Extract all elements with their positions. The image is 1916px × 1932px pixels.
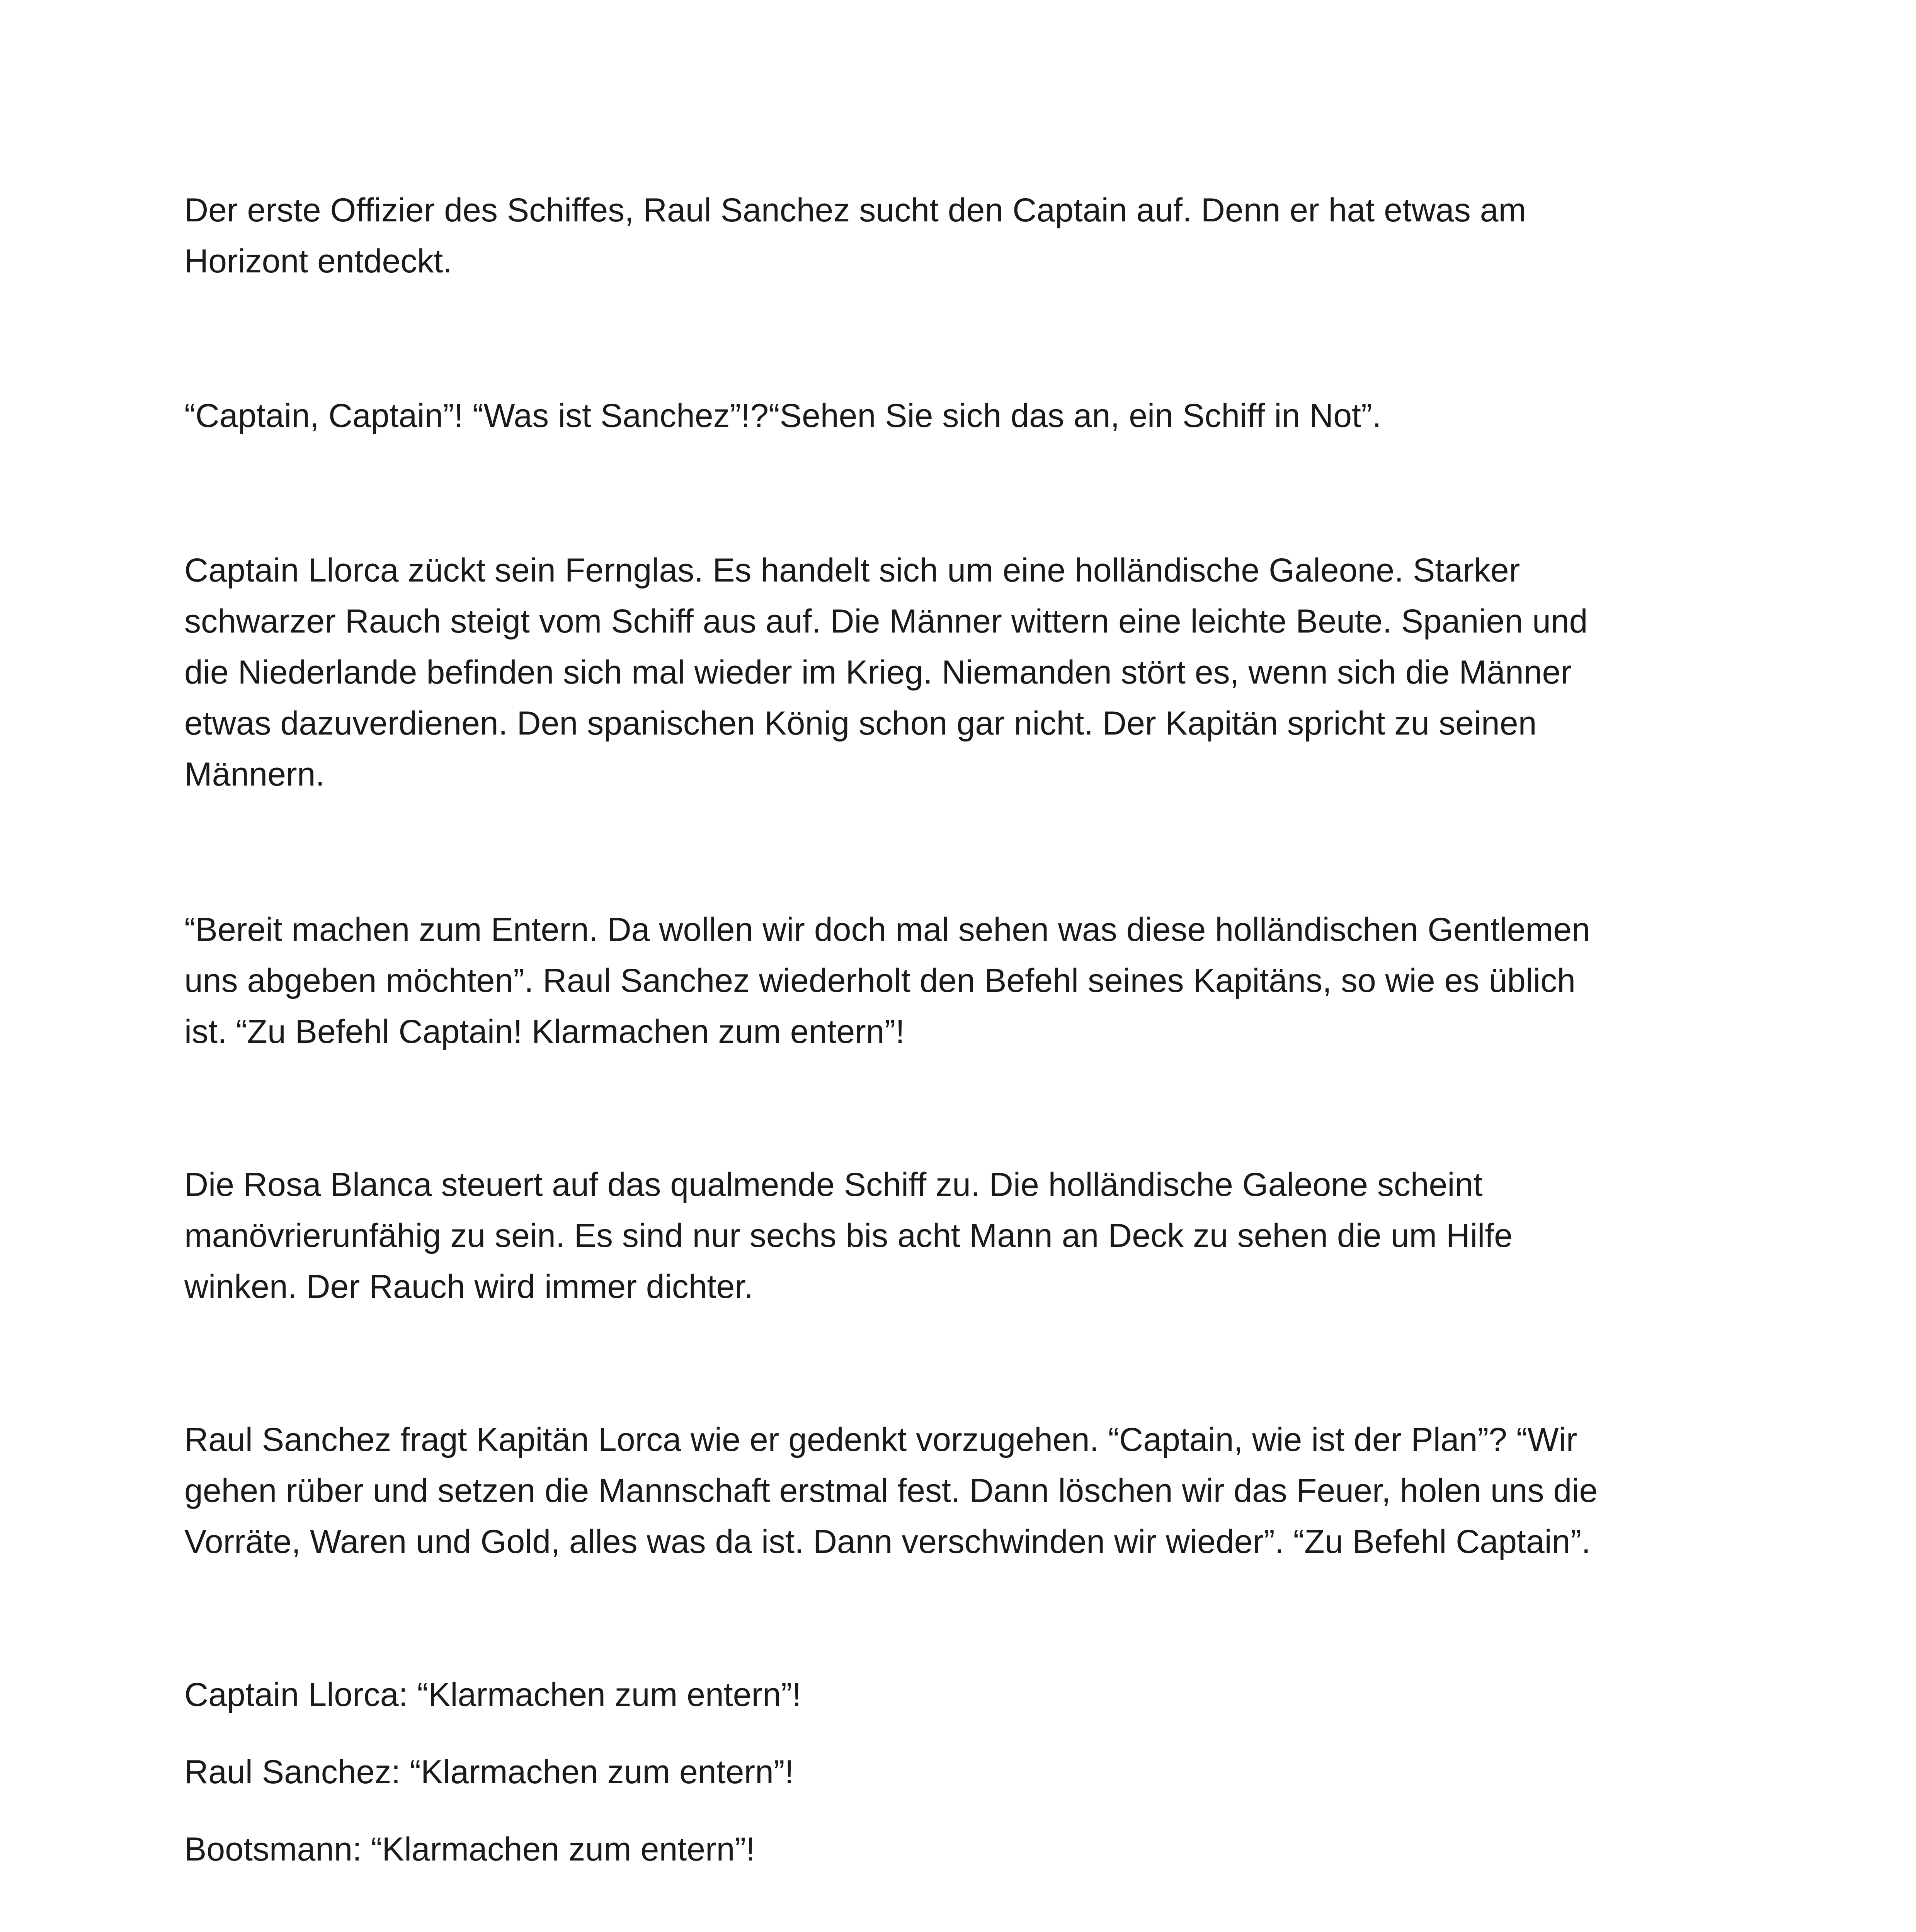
- text-line: Raul Sanchez: “Klarmachen zum entern”!: [184, 1753, 794, 1791]
- text-line: schwarzer Rauch steigt vom Schiff aus auf. Die Männer wittern eine leichte Beute. Spanien und: [184, 603, 1588, 640]
- text-line: winken. Der Rauch wird immer dichter.: [184, 1268, 754, 1305]
- text-line: “Bereit machen zum Entern. Da wollen wir doch mal sehen was diese holländischen Gentlemen: [184, 911, 1590, 948]
- text-line: die Niederlande befinden sich mal wieder im Krieg. Niemanden stört es, wenn sich die Männer: [184, 654, 1572, 691]
- paragraph-spyglass: [184, 545, 1738, 800]
- paragraph-command-captain: [184, 1669, 1738, 1720]
- text-line: uns abgeben möchten”. Raul Sanchez wiederholt den Befehl seines Kapitäns, so wie es üblich: [184, 962, 1576, 999]
- paragraph-prepare-boarding: [184, 904, 1738, 1057]
- text-line: gehen rüber und setzen die Mannschaft erstmal fest. Dann löschen wir das Feuer, holen uns die: [184, 1472, 1598, 1509]
- paragraph-the-plan: [184, 1414, 1738, 1567]
- paragraph-command-officer: [184, 1747, 1738, 1798]
- text-line: Raul Sanchez fragt Kapitän Lorca wie er gedenkt vorzugehen. “Captain, wie ist der Plan”? “Wir: [184, 1421, 1577, 1458]
- text-line: Der erste Offizier des Schiffes, Raul Sanchez sucht den Captain auf. Denn er hat etwas am: [184, 192, 1526, 229]
- text-line: ist. “Zu Befehl Captain! Klarmachen zum entern”!: [184, 1013, 905, 1050]
- text-line: Horizont entdeckt.: [184, 243, 453, 280]
- text-line: Captain Llorca zückt sein Fernglas. Es handelt sich um eine holländische Galeone. Starker: [184, 552, 1520, 589]
- text-line: Bootsmann: “Klarmachen zum entern”!: [184, 1831, 755, 1868]
- paragraph-rosa-blanca: [184, 1159, 1738, 1312]
- text-line: manövrierunfähig zu sein. Es sind nur sechs bis acht Mann an Deck zu sehen die um Hilfe: [184, 1217, 1513, 1254]
- paragraph-dialogue-ship-in-distress: [184, 390, 1738, 441]
- text-line: Männern.: [184, 756, 325, 793]
- paragraph-command-boatswain: [184, 1824, 1738, 1875]
- text-line: Die Rosa Blanca steuert auf das qualmende Schiff zu. Die holländische Galeone scheint: [184, 1166, 1483, 1203]
- paragraph-officer-reports: [184, 185, 1738, 287]
- text-line: “Captain, Captain”! “Was ist Sanchez”!?“Sehen Sie sich das an, ein Schiff in Not”.: [184, 397, 1382, 434]
- text-line: Captain Llorca: “Klarmachen zum entern”!: [184, 1676, 801, 1713]
- text-line: etwas dazuverdienen. Den spanischen König schon gar nicht. Der Kapitän spricht zu seinen: [184, 705, 1537, 742]
- text-line: Vorräte, Waren und Gold, alles was da ist. Dann verschwinden wir wieder”. “Zu Befehl Captain”.: [184, 1523, 1591, 1560]
